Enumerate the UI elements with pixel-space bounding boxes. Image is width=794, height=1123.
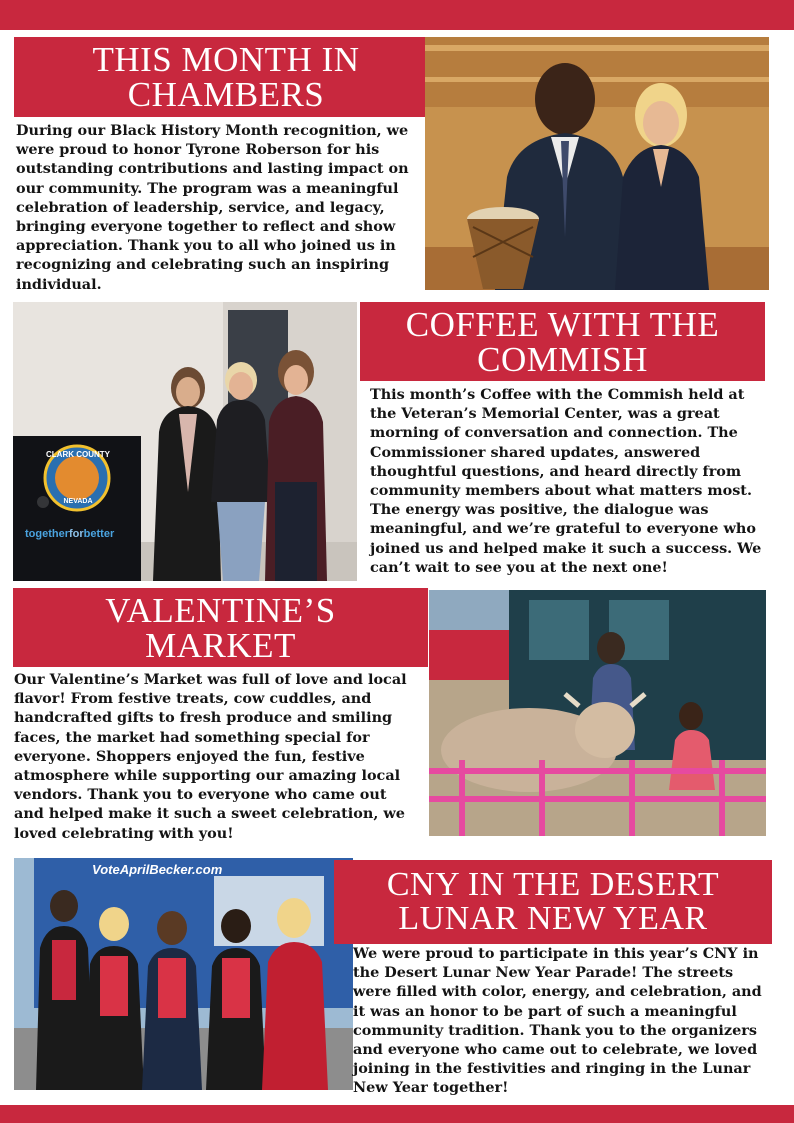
podium-slogan-part-3: better	[83, 528, 115, 540]
section-3-heading-line-2: MARKET	[145, 625, 296, 665]
podium-seal-ring-text: CLARK COUNTY	[46, 450, 110, 459]
section-1-heading	[14, 37, 438, 117]
photo-valentines-market	[429, 590, 766, 836]
section-3-heading	[13, 588, 428, 667]
section-2-heading	[360, 302, 765, 381]
top-color-band	[0, 0, 794, 30]
section-4-heading-line-2: LUNAR NEW YEAR	[398, 900, 708, 937]
section-3-heading-line-1: VALENTINE’S	[105, 590, 336, 630]
photo-coffee-with-commish	[13, 302, 357, 581]
section-1-body: During our Black History Month recognition, we were proud to honor Tyrone Roberson for his outstanding contributions and lasting impact on our community. The program was a meaningful celebration of leadership, service, and legacy, bringing everyone together to reflect and show appreciation. Thank you to all who joined us in recognizing and celebrating such an inspiring individual.	[16, 122, 409, 293]
section-3-body: Our Valentine’s Market was full of love and local flavor! From festive treats, cow cuddles, and handcrafted gifts to fresh produce and smiling faces, the market had something special for everyone. Shoppers enjoyed the fun, festive atmosphere while supporting our amazing local vendors. Thank you to everyone who came out and helped make it such a sweet celebration, we loved celebrating with you!	[14, 671, 407, 842]
section-1-heading-line-2: CHAMBERS	[127, 75, 325, 114]
photo-honoree-with-commissioner	[425, 37, 769, 290]
section-1-heading-line-1: THIS MONTH IN	[92, 40, 360, 79]
section-4-heading-line-1: CNY IN THE DESERT	[386, 866, 720, 903]
section-2-heading-line-2: COMMISH	[477, 339, 648, 379]
section-4-body: We were proud to participate in this year’s CNY in the Desert Lunar New Year Parade! The streets were filled with color, energy, and celebration, and it was an honor to be part of such a meaningful community tradition. Thank you to the organizers and everyone who came out to celebrate, we loved joining in the festivities and ringing in the Lunar New Year together!	[353, 945, 762, 1097]
podium-seal-state-text: NEVADA	[63, 498, 93, 505]
bottom-color-band	[0, 1105, 794, 1123]
section-2-body: This month’s Coffee with the Commish held at the Veteran’s Memorial Center, was a great morning of conversation and connection. The Commissioner shared updates, answered thoughtful questions, and heard directly from community members about what matters most. The energy was positive, the dialogue was meaningful, and we’re grateful to everyone who joined us and helped make it such a success. We can’t wait to see you at the next one!	[370, 386, 762, 576]
podium-slogan-part-1: together	[25, 528, 69, 540]
section-4-heading	[334, 860, 772, 944]
van-website-text: VoteAprilBecker.com	[92, 862, 223, 877]
podium-slogan-part-2: for	[69, 528, 84, 540]
photo-cny-parade-group	[14, 858, 353, 1090]
section-2-heading-line-1: COFFEE WITH THE	[405, 304, 720, 344]
podium-slogan	[25, 528, 114, 540]
